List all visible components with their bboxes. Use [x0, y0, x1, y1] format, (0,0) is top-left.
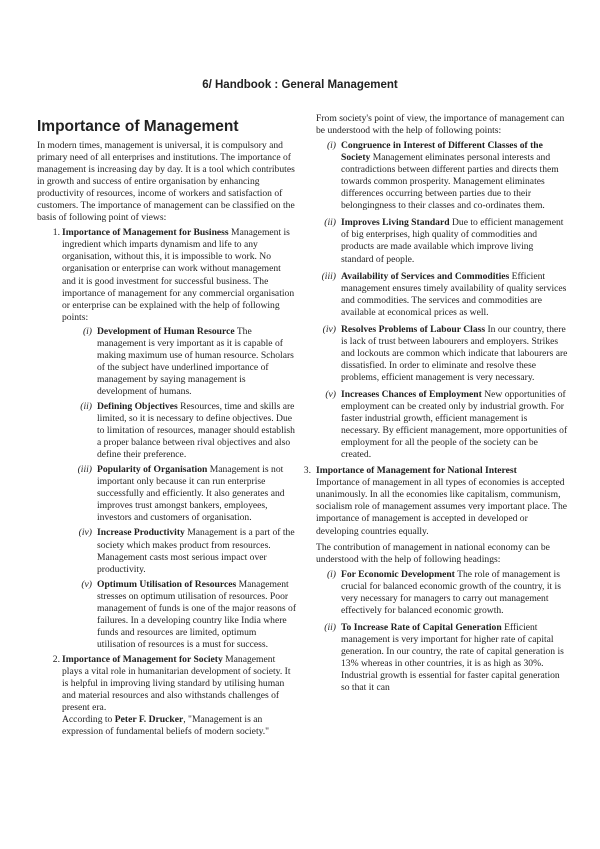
sub-item-heading: Optimum Utilisation of Resources [97, 578, 237, 590]
sub-item-heading: Development of Human Resource [97, 325, 235, 337]
quote-author: Peter F. Drucker [114, 714, 184, 726]
sub-item-text: New opportunities of employment can be created only by industrial growth. For faster industrial growth, efficient management is necessary. By efficient management, more opportunities of employment for all the people of the society can be created. [341, 388, 568, 461]
item-heading: Importance of Management for National Interest [316, 465, 517, 477]
quote-paragraph: According to Peter F. Drucker, "Management is an expression of fundamental beliefs of modern society." [62, 714, 270, 738]
section-title: Importance of Management [37, 118, 239, 135]
sub-item [316, 217, 568, 265]
sub-item [316, 622, 568, 694]
sub-item-number: (iv) [322, 323, 336, 335]
right-column [303, 113, 568, 694]
sub-item-text: Resources, time and skills are limited, so it is necessary to define objectives. Due to limitation of resources, manager should establish a proper balance between rival objectives and also define their preference. [97, 400, 295, 461]
sub-item [62, 527, 296, 575]
sub-item-number: (ii) [324, 621, 336, 633]
sub-item-text: The management is very important as it is capable of making maximum use of human resource. Scholars of the subject have underlined importance of management by saying management is development of humans. [97, 325, 294, 397]
sub-item-heading: For Economic Development [341, 568, 455, 580]
sub-item [316, 324, 568, 384]
sub-item-number: (i) [326, 140, 336, 152]
sub-item-text: Efficient management ensures timely availability of quality services and commodities. The services and commodities are available at economical prices as well. [341, 270, 567, 318]
sub-item-number: (ii) [80, 400, 92, 412]
sub-item-number: (iii) [77, 464, 92, 476]
contribution-paragraph: The contribution of management in national economy can be understood with the help of following headings: [316, 541, 550, 565]
sub-item [62, 401, 296, 461]
list-item-society [37, 654, 296, 738]
left-column [37, 112, 296, 738]
quote-text: , "Management is an expression of fundamental beliefs of modern society." [62, 714, 270, 738]
sub-item-heading: Congruence in Interest of Different Classes of the Society [341, 140, 543, 164]
sub-item [62, 326, 296, 398]
sub-item-number: (v) [81, 578, 92, 590]
sub-item-heading: Popularity of Organisation [97, 464, 208, 476]
sub-item-number: (v) [325, 388, 336, 400]
item-heading: Importance of Management for Business [62, 227, 229, 239]
sub-item-text: Management stresses on optimum utilisation of resources. Poor management of funds is one of the major reasons of failures. In a developing country like India where funds and resources are limited, optimum utilisation of resources is a must for success. [97, 578, 297, 650]
sub-item-text: Management eliminates personal interests and contradictions between different parties and directs them towards common prosperity. Management eliminates differences occurring between parties due to their belongingness to their classes and co-ordinates them. [341, 152, 559, 212]
sub-item [62, 464, 296, 524]
society-intro-paragraph: From society's point of view, the importance of management can be understood with the help of following points: [316, 113, 565, 137]
sub-item-number: (i) [326, 568, 336, 580]
sub-item [316, 140, 568, 212]
sub-item-heading: Availability of Services and Commodities [341, 270, 510, 282]
sub-item-heading: Increase Productivity [97, 527, 185, 539]
item-heading: Importance of Management for Society [62, 653, 223, 665]
sub-item-number: (ii) [324, 217, 336, 229]
running-head: 6/ Handbook : General Management [202, 79, 398, 91]
sub-item-text: Due to efficient management of big enterprises, high quality of commodities and products are made available which improve living standard of people. [341, 217, 564, 265]
sub-item-text: Management is a part of the society which makes product from resources. Management casts most serious impact over productivity. [97, 527, 295, 575]
sub-item-number: (iv) [78, 527, 92, 539]
sub-item-text: In our country, there is lack of trust between labourers and employers. Strikes and lockouts are common which indicate that labourers are dissatisfied. In order to eliminate and resolve these problems, efficient management is very necessary. [341, 323, 568, 383]
list-item-business [37, 227, 296, 651]
sub-item-text: Efficient management is very important for higher rate of capital generation. In our country, the rate of capital generation is 13% whereas in other countries, it is as high as 30%. Industrial growth is essential for faster capital generation so that it can [341, 621, 564, 694]
item-text: Importance of management in all types of economies is accepted unanimously. In all the economies like capitalism, communism, socialism role of management assumes very important place. The importance of management is accepted in developed or developing countries equally. [316, 477, 568, 537]
sub-item-number: (i) [82, 325, 92, 337]
item-heading-line [316, 465, 568, 477]
intro-paragraph: In modern times, management is universal, it is compulsory and primary need of all enterprises and institutions. The importance of management is increasing day by day. It is a tool which contributes in growth and success of entire organisation by enhancing productivity of resources, income of workers and satisfaction of customers. The importance of management can be classified on the basis of following point of views: [37, 140, 295, 224]
item-number: 1. [52, 227, 60, 239]
item-paragraph [62, 227, 296, 323]
sub-item [316, 271, 568, 319]
sub-item [62, 579, 296, 651]
sub-item-text: Management is not important only because it can run enterprise successfully and efficiently. It also generates and improves trust amongst bankers, employees, investors and customers of organisation. [97, 464, 285, 524]
item-number: 2. [52, 653, 60, 665]
item-text: Management is ingredient which imparts dynamism and life to any organisation, without this, it is impossible to work. No organisation or enterprise can work without management and it is good investment for successful business. The importance of management for any commercial organisation or enterprise can be explained with the help of following points: [62, 227, 295, 323]
sub-item [316, 569, 568, 617]
sub-item [316, 389, 568, 461]
item-text: Management plays a vital role in humanitarian development of society. It is helpful in improving living standard by utilising human and material resources and also withstands challenges of present era. [62, 653, 291, 714]
sub-item-text: The role of management is crucial for balanced economic growth of the country, it is very necessary for managers to carry out management effectively for balanced economic growth. [341, 568, 561, 616]
item-number: 3. [303, 465, 311, 477]
sub-item-heading: Improves Living Standard [341, 217, 450, 229]
sub-item-heading: Resolves Problems of Labour Class [341, 323, 486, 335]
list-item-national-interest [297, 465, 568, 537]
item-paragraph [62, 654, 296, 714]
sub-item-number: (iii) [321, 270, 336, 282]
sub-item-heading: To Increase Rate of Capital Generation [341, 621, 502, 633]
sub-item-heading: Increases Chances of Employment [341, 388, 482, 400]
sub-item-heading: Defining Objectives [97, 400, 178, 412]
